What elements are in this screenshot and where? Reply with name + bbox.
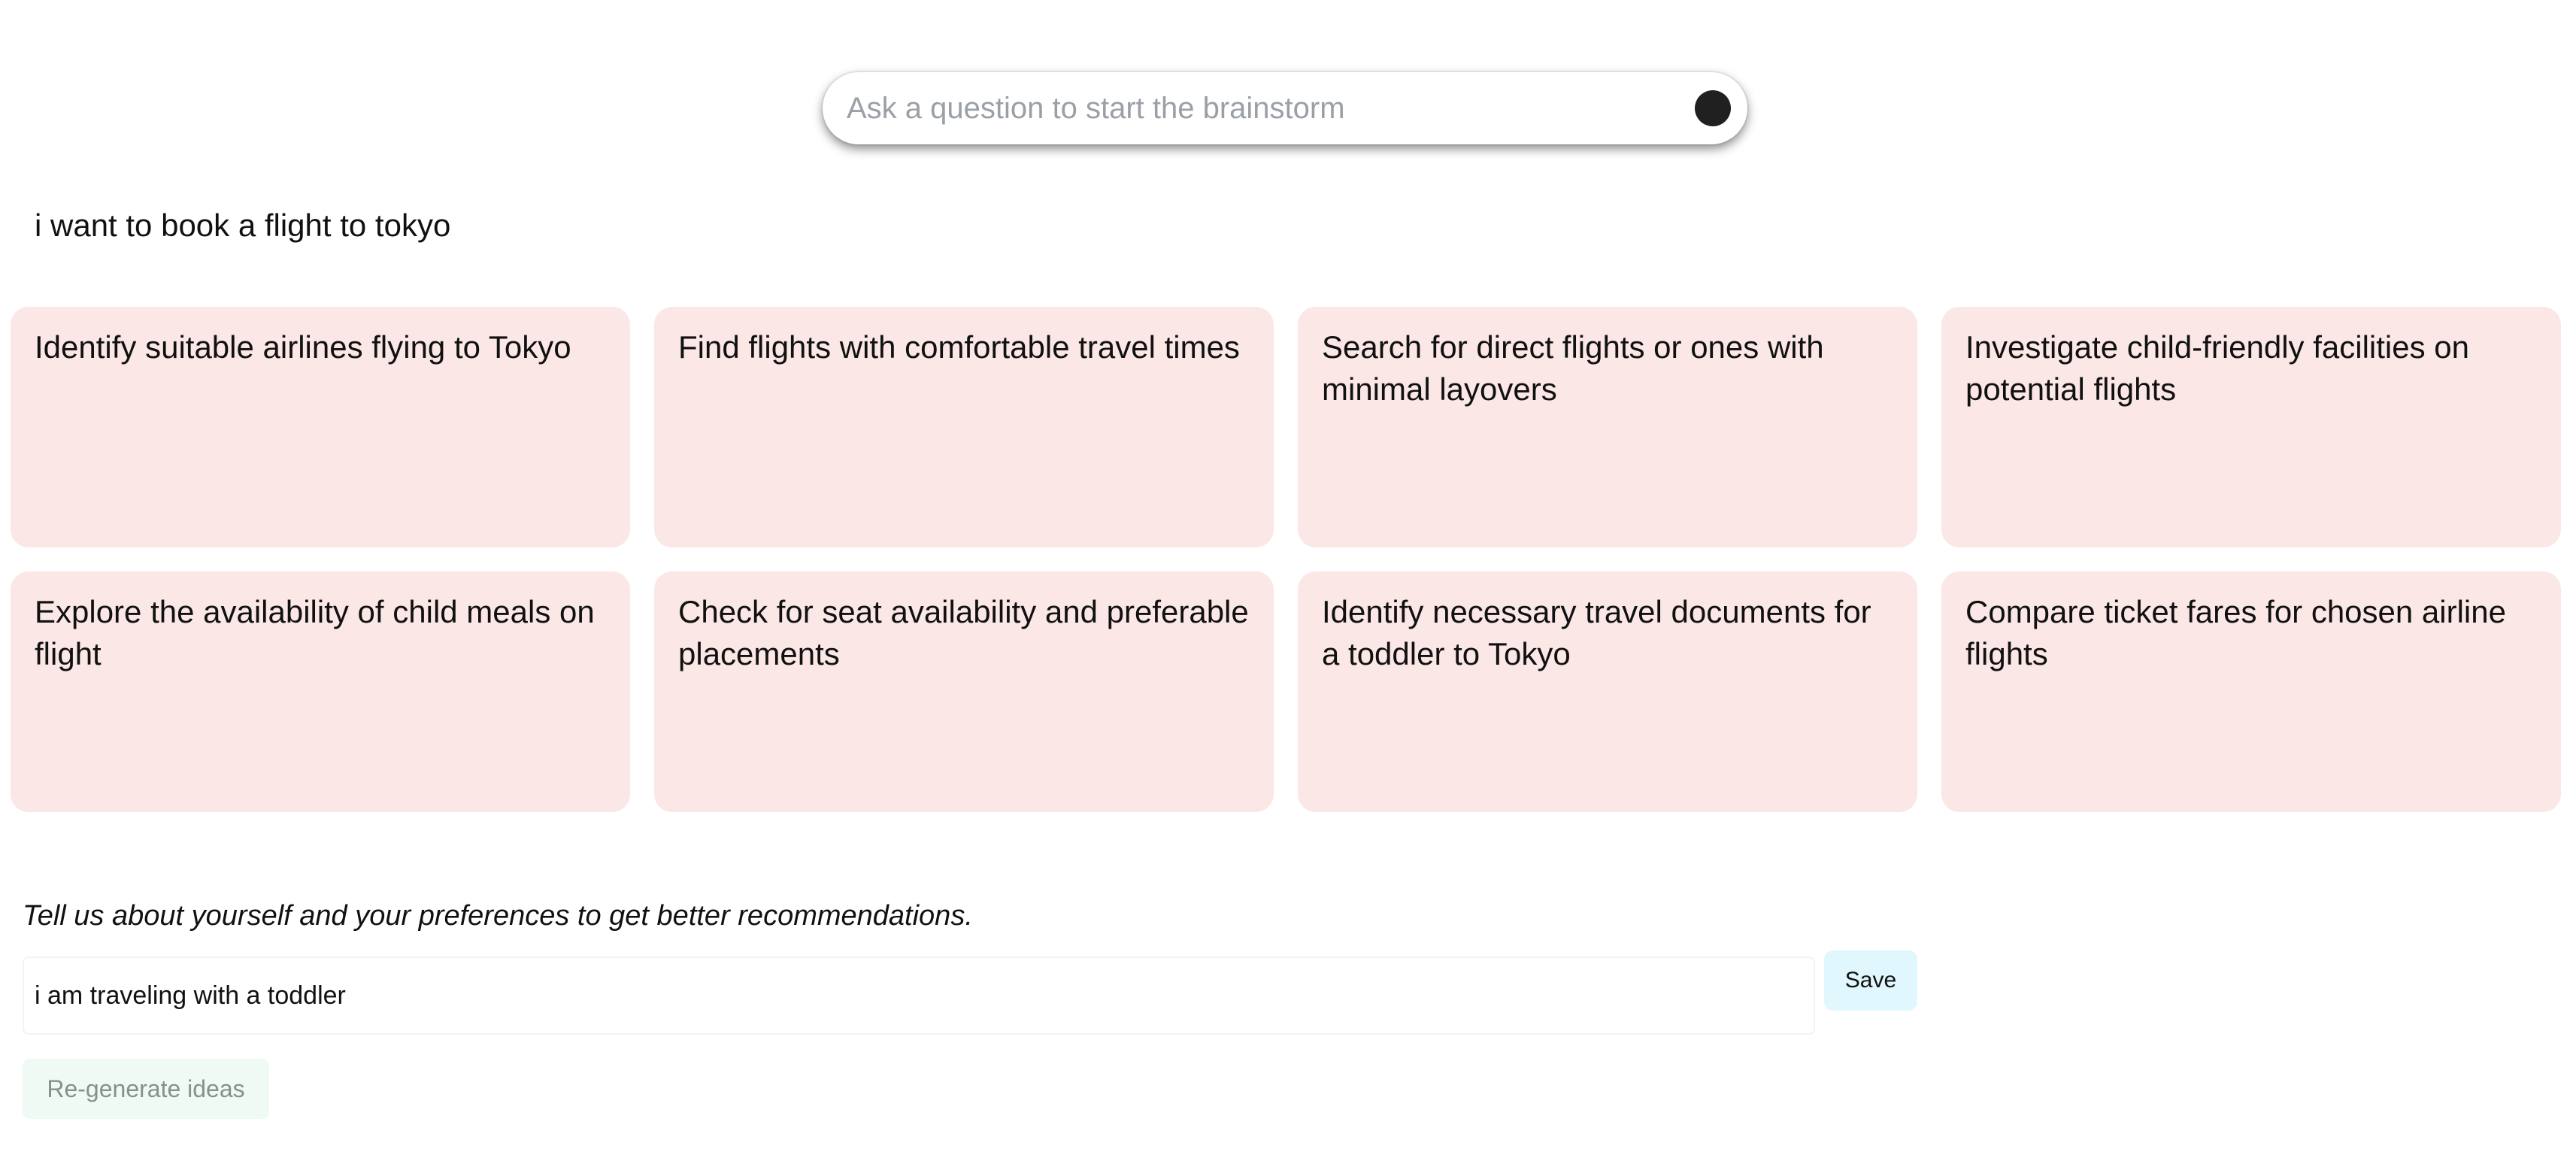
idea-card[interactable] (1941, 571, 2561, 812)
save-button[interactable]: Save (1824, 950, 1917, 1011)
idea-text: Identify suitable airlines flying to Tokyo (35, 329, 571, 365)
submit-button[interactable] (1695, 90, 1731, 126)
current-query: i want to book a flight to tokyo (35, 208, 451, 243)
idea-text: Find flights with comfortable travel times (678, 329, 1240, 365)
search-input[interactable] (847, 72, 1659, 144)
idea-card[interactable] (11, 307, 630, 547)
idea-text: Check for seat availability and preferable placements (678, 594, 1249, 671)
idea-text: Explore the availability of child meals on flight (35, 594, 595, 671)
idea-text: Compare ticket fares for chosen airline flights (1965, 594, 2506, 671)
regenerate-ideas-button[interactable]: Re-generate ideas (23, 1059, 269, 1119)
idea-text: Investigate child-friendly facilities on potential flights (1965, 329, 2469, 407)
idea-card[interactable] (1941, 307, 2561, 547)
search-bar (823, 72, 1747, 144)
preferences-input[interactable] (23, 956, 1815, 1035)
idea-text: Search for direct flights or ones with minimal layovers (1322, 329, 1824, 407)
idea-text: Identify necessary travel documents for a toddler to Tokyo (1322, 594, 1871, 671)
idea-card[interactable] (654, 307, 1274, 547)
idea-card[interactable] (11, 571, 630, 812)
idea-card[interactable] (1298, 571, 1917, 812)
idea-card[interactable] (654, 571, 1274, 812)
ideas-grid (11, 307, 2561, 812)
preferences-prompt: Tell us about yourself and your preferences to get better recommendations. (23, 900, 973, 932)
idea-card[interactable] (1298, 307, 1917, 547)
